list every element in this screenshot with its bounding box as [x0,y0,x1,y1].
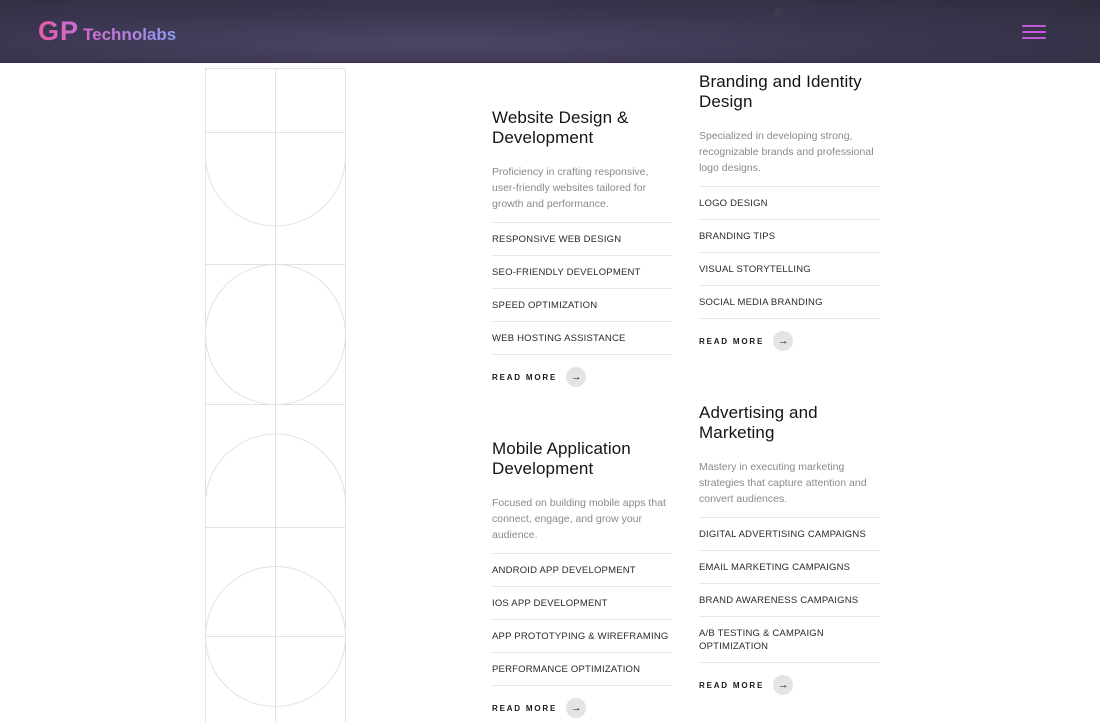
list-item[interactable]: BRANDING TIPS [699,220,879,253]
list-item[interactable]: RESPONSIVE WEB DESIGN [492,223,672,256]
logo-text: Technolabs [83,25,177,44]
service-description: Focused on building mobile apps that connect, engage, and grow your audience. [492,497,666,541]
logo[interactable] [38,16,176,47]
arrow-right-icon[interactable]: → [773,331,793,351]
header-dot [773,8,784,19]
list-item[interactable]: SPEED OPTIMIZATION [492,289,672,322]
service-list [492,553,672,686]
list-item[interactable]: SEO-FRIENDLY DEVELOPMENT [492,256,672,289]
service-title: Website Design & Development [492,108,629,147]
read-more-link[interactable] [699,675,879,695]
list-item[interactable]: APP PROTOTYPING & WIREFRAMING [492,620,672,653]
list-item[interactable]: BRAND AWARENESS CAMPAIGNS [699,584,879,617]
list-item[interactable]: WEB HOSTING ASSISTANCE [492,322,672,355]
service-description: Specialized in developing strong, recognizable brands and professional logo designs. [699,130,874,174]
read-more-link[interactable] [492,367,672,387]
service-list [699,517,879,663]
geometric-pattern [205,68,347,722]
service-description: Proficiency in crafting responsive, user-friendly websites tailored for growth and performance. [492,166,649,210]
logo-mark: GP [38,16,80,46]
read-more-label: READ MORE [492,703,558,713]
service-list [492,222,672,355]
read-more-label: READ MORE [492,372,558,382]
read-more-link[interactable] [699,331,879,351]
service-card-mobile [492,439,672,718]
list-item[interactable]: SOCIAL MEDIA BRANDING [699,286,879,319]
service-title: Advertising and Marketing [699,403,818,442]
service-description: Mastery in executing marketing strategies that capture attention and convert audiences. [699,461,867,505]
list-item[interactable]: VISUAL STORYTELLING [699,253,879,286]
arrow-right-icon[interactable]: → [566,698,586,718]
read-more-label: READ MORE [699,680,765,690]
list-item[interactable]: LOGO DESIGN [699,187,879,220]
service-card-marketing [699,403,879,695]
read-more-label: READ MORE [699,336,765,346]
service-title: Branding and Identity Design [699,72,862,111]
service-title: Mobile Application Development [492,439,631,478]
list-item[interactable]: DIGITAL ADVERTISING CAMPAIGNS [699,518,879,551]
service-list [699,186,879,319]
arrow-right-icon[interactable]: → [773,675,793,695]
service-card-branding [699,72,879,351]
site-header [0,0,1100,63]
list-item[interactable]: IOS APP DEVELOPMENT [492,587,672,620]
arrow-right-icon[interactable]: → [566,367,586,387]
list-item[interactable]: A/B TESTING & CAMPAIGN OPTIMIZATION [699,617,879,663]
service-card-web [492,108,672,387]
list-item[interactable]: PERFORMANCE OPTIMIZATION [492,653,672,686]
hamburger-menu-icon[interactable] [1022,23,1048,41]
read-more-link[interactable] [492,698,672,718]
list-item[interactable]: ANDROID APP DEVELOPMENT [492,554,672,587]
list-item[interactable]: EMAIL MARKETING CAMPAIGNS [699,551,879,584]
